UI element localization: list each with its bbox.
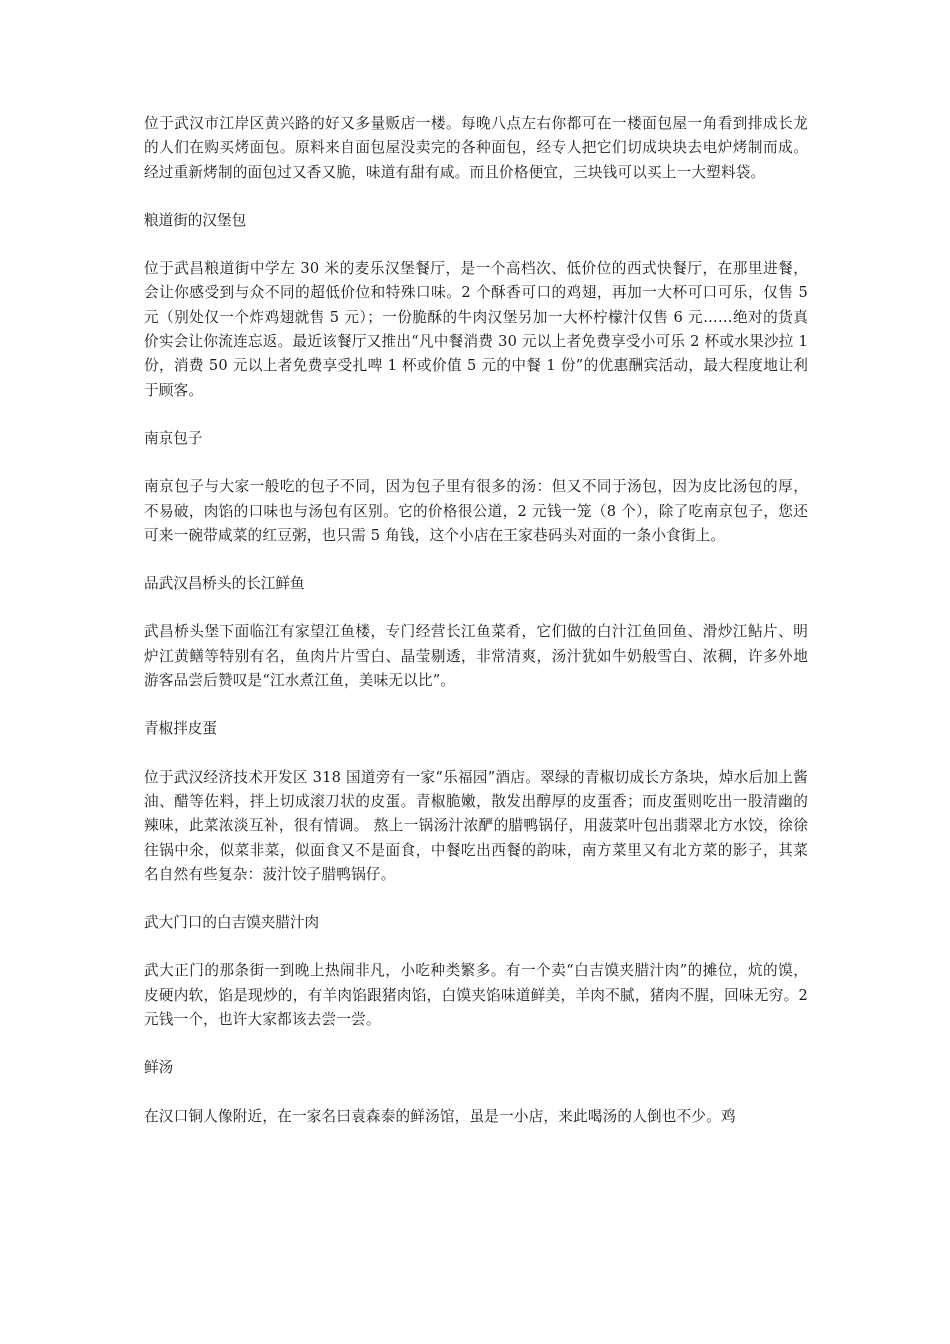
heading-baiji-mo: 武大门口的白吉馍夹腊汁肉 xyxy=(144,914,320,932)
paragraph-hamburger: 位于武昌粮道街中学左 30 米的麦乐汉堡餐厅，是一个高档次、低价位的西式快餐厅，在那里进餐，会让你感受到与众不同的超低价位和特殊口味。2 个酥香可口的鸡翅，再加一大杯可口可乐，仅售 5 元（别处仅一个炸鸡翅就售 5 元）；一份脆酥的牛肉汉堡另加一大杯柠檬汁仅售 6 元……绝对的货真价实会让你流连忘返。最近该餐厅又推出“凡中餐消费 30 元以上者免费享受小可乐 2 杯或水果沙拉 1 份，消费 50 元以上者免费享受扎啤 1 杯或价值 5 元的中餐 1 份”的优惠酬宾活动，最大程度地让利于顾客。 xyxy=(144,260,808,399)
heading-pepper-egg: 青椒拌皮蛋 xyxy=(144,720,217,738)
paragraph-pepper-egg: 位于武汉经济技术开发区 318 国道旁有一家“乐福园”酒店。翠绿的青椒切成长方条块，焯水后加上酱油、醋等佐料，拌上切成滚刀状的皮蛋。青椒脆嫩，散发出醇厚的皮蛋香；而皮蛋则吃出一股清幽的辣味，此菜浓淡互补，很有情调。 熬上一锅汤汁浓酽的腊鸭锅仔，用菠菜叶包出翡翠北方水饺，徐徐往锅中氽，似菜非菜，似面食又不是面食，中餐吃出西餐的韵味，南方菜里又有北方菜的影子，其菜名自然有些复杂：菠汁饺子腊鸭锅仔。 xyxy=(144,768,808,883)
paragraph-nanjing-buns: 南京包子与大家一般吃的包子不同，因为包子里有很多的汤：但又不同于汤包，因为皮比汤包的厚，不易破，肉馅的口味也与汤包有区别。它的价格很公道，2 元钱一笼（8 个），除了吃南京包子，您还可来一碗带咸菜的红豆粥，也只需 5 角钱，这个小店在王家巷码头对面的一条小食街上。 xyxy=(144,478,808,544)
paragraph-fresh-soup: 在汉口铜人像附近，在一家名曰袁森泰的鲜汤馆，虽是一小店，来此喝汤的人倒也不少。鸡 xyxy=(144,1107,736,1125)
heading-nanjing-buns: 南京包子 xyxy=(144,429,203,447)
paragraph-bread: 位于武汉市江岸区黄兴路的好又多量贩店一楼。每晚八点左右你都可在一楼面包屋一角看到排成长龙的人们在购买烤面包。原料来自面包屋没卖完的各种面包，经专人把它们切成块块去电炉烤制而成。经过重新烤制的面包过又香又脆，味道有甜有咸。而且价格便宜，三块钱可以买上一大塑料袋。 xyxy=(144,115,808,181)
heading-hamburger: 粮道街的汉堡包 xyxy=(144,211,247,229)
paragraph-yangtze-fish: 武昌桥头堡下面临江有家望江鱼楼，专门经营长江鱼菜肴，它们做的白汁江鱼回鱼、滑炒江鲇片、明炉江黄鳝等特别有名，鱼肉片片雪白、晶莹剔透，非常清爽，汤汁犹如牛奶般雪白、浓稠，许多外地游客品尝后赞叹是“江水煮江鱼，美味无以比”。 xyxy=(144,623,808,690)
heading-fresh-soup: 鲜汤 xyxy=(144,1059,174,1077)
heading-yangtze-fish: 品武汉昌桥头的长江鲜鱼 xyxy=(144,575,305,593)
paragraph-baiji-mo: 武大正门的那条街一到晚上热闹非凡，小吃种类繁多。有一个卖“白吉馍夹腊汁肉”的摊位，炕的馍，皮硬内软，馅是现炒的，有羊肉馅跟猪肉馅，白馍夹馅味道鲜美，羊肉不腻，猪肉不腥，回味无穷。2 元钱一个，也许大家都该去尝一尝。 xyxy=(144,962,808,1029)
